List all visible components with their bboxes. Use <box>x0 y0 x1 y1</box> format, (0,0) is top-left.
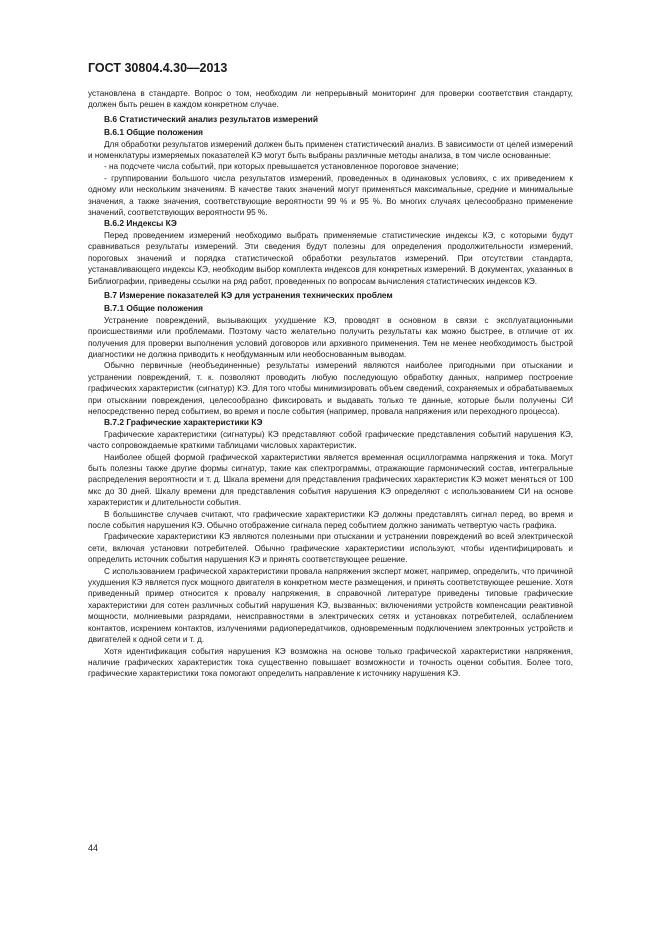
subsection-b62-heading: В.6.2 Индексы КЭ <box>104 218 177 229</box>
intro-paragraph: установлена в стандарте. Вопрос о том, необходим ли непрерывный мониторинг для проверки соответствия стандарту, должен быть решен в каждом конкретном случае. <box>88 89 573 110</box>
subsection-b61-heading: В.6.1 Общие положения <box>104 127 203 138</box>
list-item: - группировании большого числа результатов измерений, проведенных в одинаковых условиях, с их приведением к одному или нескольким значениям. В качестве таких значений могут применяться максимальные, средние и минимальные значения, а также значения, соответствующие вероятности 99 % и 95 %. Во многих случаях целесообразно применение значений, соответствующих вероятности 95 %. <box>88 173 573 218</box>
subsection-b72-heading: В.7.2 Графические характеристики КЭ <box>104 417 263 428</box>
list-item: - на подсчете числа событий, при которых превышается установленное пороговое значение; <box>104 162 459 172</box>
paragraph: Устранение повреждений, вызывающих ухудшение КЭ, проводят в основном в связи с эксплуатационными происшествиями или проблемами. Поэтому часто желательно получить результаты как можно быстрее, в отличие от их получения для проверки выполнения условий договоров или архивного применения. Тем не менее необходимость быстрой диагностики не должна приводить к необдуманным или необоснованным выводам. <box>88 315 573 359</box>
paragraph: Для обработки результатов измерений должен быть применен статистический анализ. В зависимости от целей измерений и номенклатуры измеряемых показателей КЭ могут быть выбраны различные методы анализа, в том числе основанные: <box>88 139 573 161</box>
document-header: ГОСТ 30804.4.30—2013 <box>88 61 228 75</box>
paragraph: Графические характеристики КЭ являются полезными при отыскании и устранении повреждений во всей электрической сети, включая установки потребителей. Обычно графические характеристики используют, чтобы идентифицировать и определить источник события нарушения КЭ и принять соответствующее решение. <box>88 532 573 565</box>
section-b6-heading: В.6 Статистический анализ результатов измерений <box>104 113 318 124</box>
page-body <box>88 88 573 680</box>
paragraph: Наиболее общей формой графической характеристики является временная осциллограмма напряжения и тока. Могут быть полезны также другие формы сигнатур, такие как спектрограммы, отражающие гармонический состав, интегральные распределения вероятности и т. д. Шкала времени для представления графических характеристик КЭ может меняться от 100 мкс до 30 дней. Шкалу времени для представления события нарушения КЭ определяют с использованием СИ на основе характеристик и длительности события. <box>88 452 573 508</box>
page-number: 44 <box>88 843 99 853</box>
paragraph: С использованием графической характеристики провала напряжения эксперт может, например, определить, что причиной ухудшения КЭ является пуск мощного двигателя в конкретном месте размещения, и принять соответствующее решение. Хотя приведенный пример относится к провалу напряжения, в справочной литературе приведены типовые графические характеристики для сотен различных событий нарушения КЭ, вызванных: включениями устройств компенсации реактивной мощности, молниевыми разрядами, неисправностями в электрических сетях и установках потребителей, ослаблением контактов, искрением контактов, излучениями радиопередатчиков, одновременным подключением электронных устройств и двигателей к одной сети и т. д. <box>88 566 573 645</box>
paragraph: В большинстве случаев считают, что графические характеристики КЭ должны представлять сигнал перед, во время и после события нарушения КЭ. Обычно отображение сигнала перед событием должно занимать четвертую часть графика. <box>88 509 573 531</box>
section-b7-heading: В.7 Измерение показателей КЭ для устранения технических проблем <box>104 289 393 300</box>
subsection-b71-heading: В.7.1 Общие положения <box>104 303 203 314</box>
paragraph: Графические характеристики (сигнатуры) КЭ представляют собой графические представления событий нарушения КЭ, часто сопровождаемые краткими таблицами числовых характеристик. <box>88 429 573 451</box>
paragraph: Обычно первичные (необъединенные) результаты измерений являются наиболее пригодными при отыскании и устранении повреждений, т. к. позволяют проводить любую последующую обработку данных, например построение графических характеристик (сигнатур) КЭ. Для того чтобы минимизировать объем сведений, сохраняемых и обрабатываемых при отыскании повреждения, целесообразно фиксировать и выдавать только те данные, которые были получены СИ непосредственно перед событием, во время и после события (например, провала напряжения или переходного процесса). <box>88 361 573 416</box>
paragraph: Хотя идентификация события нарушения КЭ возможна на основе только графической характеристики напряжения, наличие графических характеристик тока существенно повышает возможности и точность оценки события. Более того, графические характеристики тока помогают определить направление к источнику нарушения КЭ. <box>88 646 573 679</box>
paragraph: Перед проведением измерений необходимо выбрать применяемые статистические индексы КЭ, с которыми будут сравниваться результаты измерений. Эти сведения будут полезны для определения продолжительности измерений, пороговых значений и порядка статистической обработки результатов измерений. При отсутствии стандарта, устанавливающего индексы КЭ, необходим выбор комплекта индексов для конкретных измерений. В документах, указанных в Библиографии, приведены ссылки на ряд работ, проведенных по вопросам вычисления статистических индексов КЭ. <box>88 230 573 286</box>
